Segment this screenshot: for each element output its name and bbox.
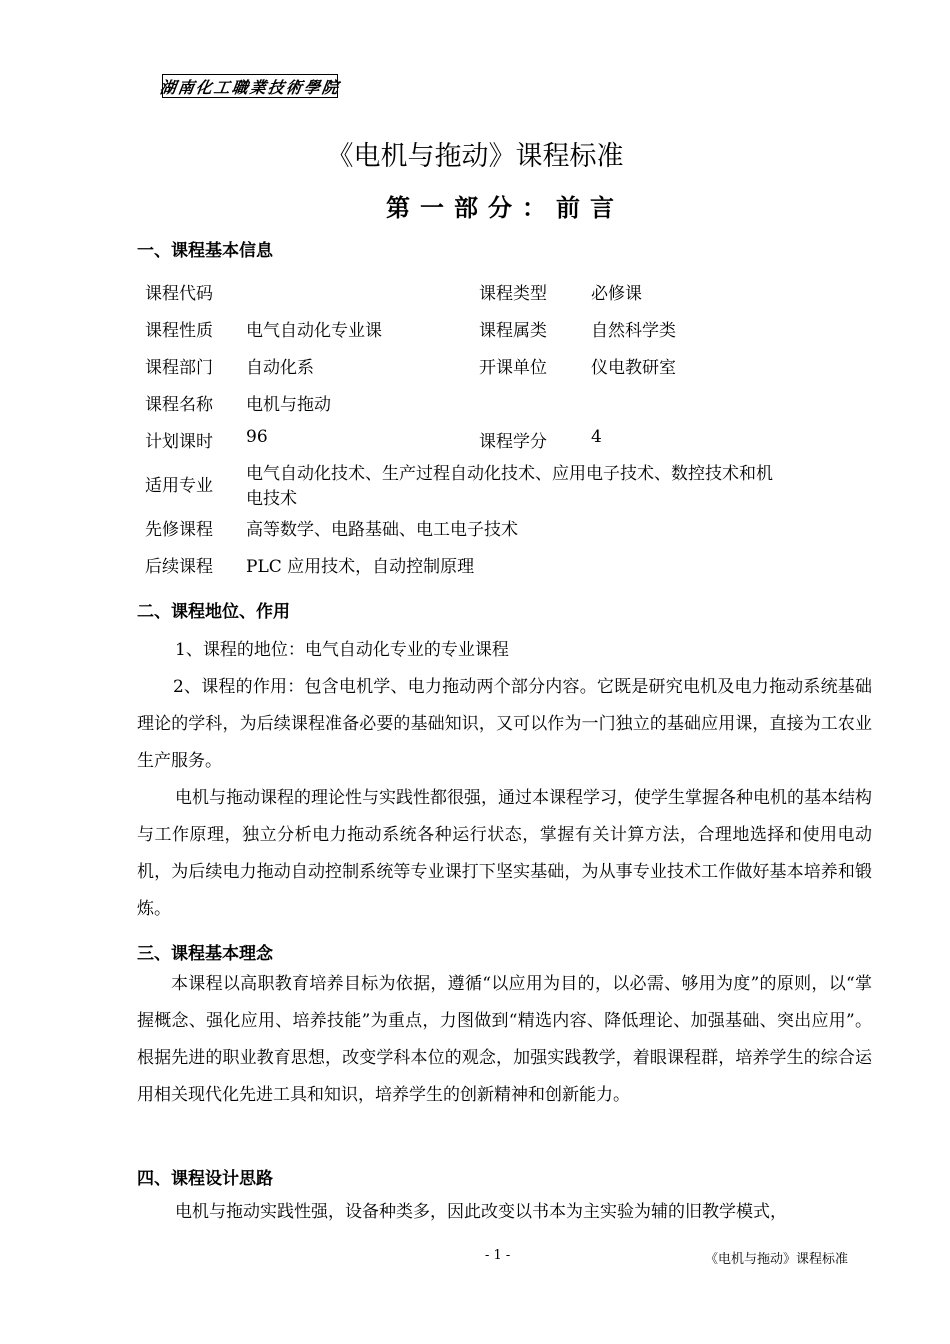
info-credit-label: 课程学分: [479, 432, 547, 452]
paragraph-position: 1、课程的地位：电气自动化专业的专业课程: [175, 640, 509, 660]
info-prereq-label: 先修课程: [145, 520, 213, 540]
footer-title: 《电机与拖动》课程标准: [705, 1252, 849, 1267]
info-major-value-line2: 电技术: [246, 489, 297, 509]
page-number: - 1 -: [485, 1248, 511, 1263]
paragraph-design: 电机与拖动实践性强，设备种类多，因此改变以书本为主实验为辅的旧教学模式，: [175, 1202, 787, 1222]
section-heading-3: 三、课程基本理念: [137, 944, 273, 964]
logo-text: 湖南化工職業技術學院: [158, 77, 342, 97]
paragraph-philosophy: 本课程以高职教育培养目标为依据，遵循“以应用为目的，以必需、够用为度”的原则，以“掌握概念、强化应用、培养技能”为重点，力图做到“精选内容、降低理论、加强基础、突出应用”。根据先进的职业教育思想，改变学科本位的观念，加强实践教学，着眼课程群，培养学生的综合运用相关现代化先进工具和知识，培养学生的创新精神和创新能力。: [137, 974, 872, 1105]
info-major-label: 适用专业: [145, 476, 213, 496]
info-follow-value: PLC 应用技术，自动控制原理: [246, 557, 475, 577]
info-credit-value: 4: [591, 427, 602, 447]
info-category-value: 自然科学类: [591, 321, 676, 341]
info-name-label: 课程名称: [145, 395, 213, 415]
info-name-value: 电机与拖动: [246, 395, 331, 415]
info-type-label: 课程类型: [479, 284, 547, 304]
section-heading-2: 二、课程地位、作用: [137, 602, 290, 622]
info-follow-label: 后续课程: [145, 557, 213, 577]
page-title: 《电机与拖动》课程标准: [326, 141, 624, 172]
info-unit-label: 开课单位: [479, 358, 547, 378]
section-heading-4: 四、课程设计思路: [137, 1169, 273, 1189]
info-nature-label: 课程性质: [145, 321, 213, 341]
info-code-label: 课程代码: [145, 284, 213, 304]
info-dept-label: 课程部门: [145, 358, 213, 378]
info-dept-value: 自动化系: [246, 358, 314, 378]
section-heading-1: 一、课程基本信息: [137, 241, 273, 261]
info-major-value-line1: 电气自动化技术、生产过程自动化技术、应用电子技术、数控技术和机: [246, 464, 773, 484]
part-heading: 第一部分：前言: [386, 193, 624, 222]
info-type-value: 必修课: [591, 284, 642, 304]
info-nature-value: 电气自动化专业课: [246, 321, 382, 341]
info-prereq-value: 高等数学、电路基础、电工电子技术: [246, 520, 518, 540]
info-unit-value: 仪电教研室: [591, 358, 676, 378]
info-hours-value: 96: [246, 427, 268, 447]
paragraph-goals: 电机与拖动课程的理论性与实践性都很强，通过本课程学习，使学生掌握各种电机的基本结构与工作原理，独立分析电力拖动系统各种运行状态，掌握有关计算方法，合理地选择和使用电动机，为后续电力拖动自动控制系统等专业课打下坚实基础，为从事专业技术工作做好基本培养和锻炼。: [137, 788, 872, 919]
paragraph-role: 2、课程的作用：包含电机学、电力拖动两个部分内容。它既是研究电机及电力拖动系统基础理论的学科，为后续课程准备必要的基础知识，又可以作为一门独立的基础应用课，直接为工农业生产服务。: [137, 677, 872, 771]
info-category-label: 课程属类: [479, 321, 547, 341]
info-hours-label: 计划课时: [145, 432, 213, 452]
school-logo: [158, 74, 342, 98]
